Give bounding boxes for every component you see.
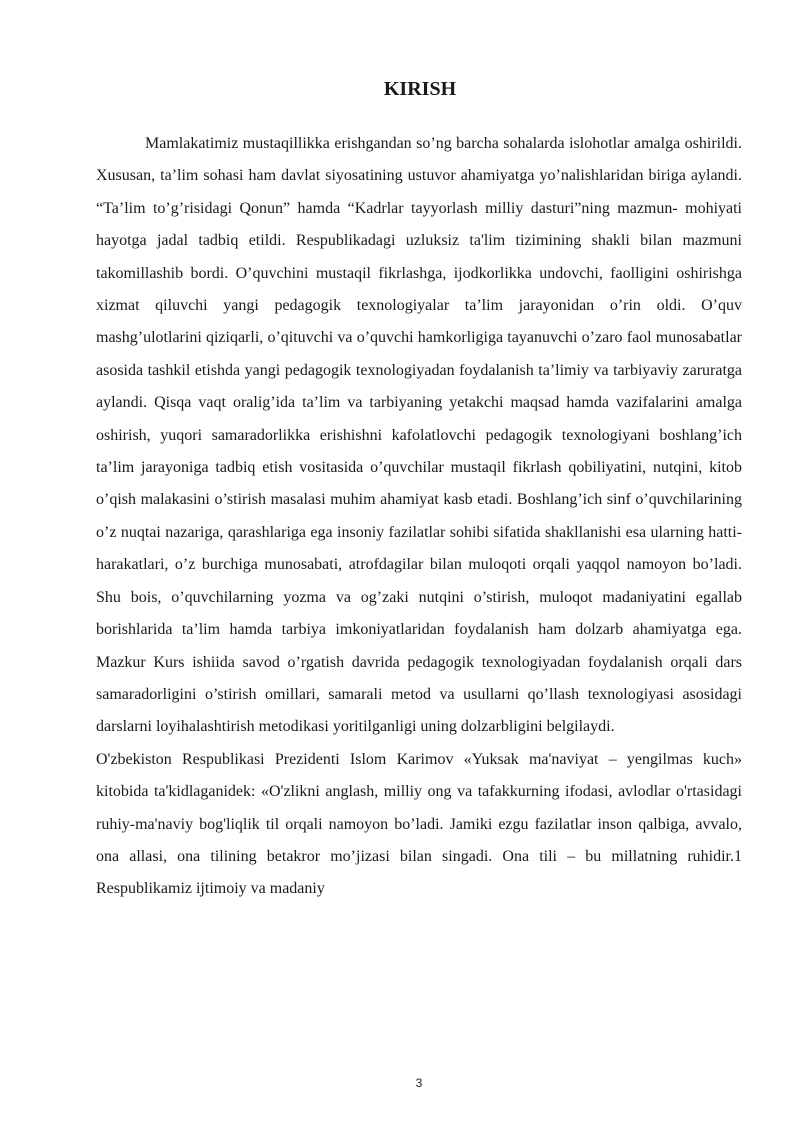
- body-paragraph-1: Mamlakatimiz mustaqillikka erishgandan so’ng barcha sohalarda islohotlar amalga oshirildi. Xususan, ta’lim sohasi ham davlat siyosatining ustuvor ahamiyatga yo’nalishlaridan biriga aylandi. “Ta’lim to’g’risidagi Qonun” hamda “Kadrlar tayyorlash milliy dasturi”ning mazmun- mohiyati hayotga jadal tadbiq etildi. Respublikadagi uzluksiz ta'lim tizimining shakli bilan mazmuni takomillashib bordi. O’quvchini mustaqil fikrlashga, ijodkorlikka undovchi, faolligini oshirishga xizmat qiluvchi yangi pedagogik texnologiyalar ta’lim jarayonidan o’rin oldi. O’quv mashg’ulotlarini qiziqarli, o’qituvchi va o’quvchi hamkorligiga tayanuvchi o’zaro faol munosabatlar asosida tashkil etishda yangi pedagogik texnologiyadan foydalanish ta’limiy va tarbiyaviy zaruratga aylandi. Qisqa vaqt oralig’ida ta’lim va tarbiyaning yetakchi maqsad hamda vazifalarini amalga oshirish, yuqori samaradorlikka erishishni kafolatlovchi pedagogik texnologiyani boshlang’ich ta’lim jarayoniga tadbiq etish vositasida o’quvchilar mustaqil fikrlash qobiliyatini, nutqini, kitob o’qish malakasini o’stirish masalasi muhim ahamiyat kasb etadi. Boshlang’ich sinf o’quvchilarining o’z nuqtai nazariga, qarashlariga ega insoniy fazilatlar sohibi sifatida shakllanishi esa ularning hatti-harakatlari, o’z burchiga munosabati, atrofdagilar bilan muloqoti orqali yaqqol namoyon bo’ladi. Shu bois, o’quvchilarning yozma va og’zaki nutqini o’stirish, muloqot madaniyatini egallab borishlarida ta’lim hamda tarbiya imkoniyatlaridan foydalanish ham dolzarb ahamiyatga ega. Mazkur Kurs ishiida savod o’rgatish davrida pedagogik texnologiyadan foydalanish orqali dars samaradorligini o’stirish omillari, samarali metod va usullarni qo’llash texnologiyasi asosidagi darslarni loyihalashtirish metodikasi yoritilganligi uning dolzarbligini belgilaydi.: [96, 135, 742, 736]
- body-paragraph-2: O'zbekiston Respublikasi Prezidenti Islom Karimov «Yuksak ma'naviyat – yengilmas kuch» kitobida ta'kidlaganidek: «O'zlikni anglash, milliy ong va tafakkurning ifodasi, avlodlar o'rtasidagi ruhiy-ma'naviy bog'liqlik til orqali namoyon bo’ladi. Jamiki ezgu fazilatlar inson qalbiga, avvalo, ona allasi, ona tilining betakror mo’jizasi bilan singadi. Ona tili – bu millatning ruhidir.1 Respublikamiz ijtimoiy va madaniy: [96, 750, 742, 898]
- page-title: KIRISH: [383, 78, 457, 100]
- document-page: [96, 76, 742, 906]
- page-number: 3: [415, 1076, 423, 1090]
